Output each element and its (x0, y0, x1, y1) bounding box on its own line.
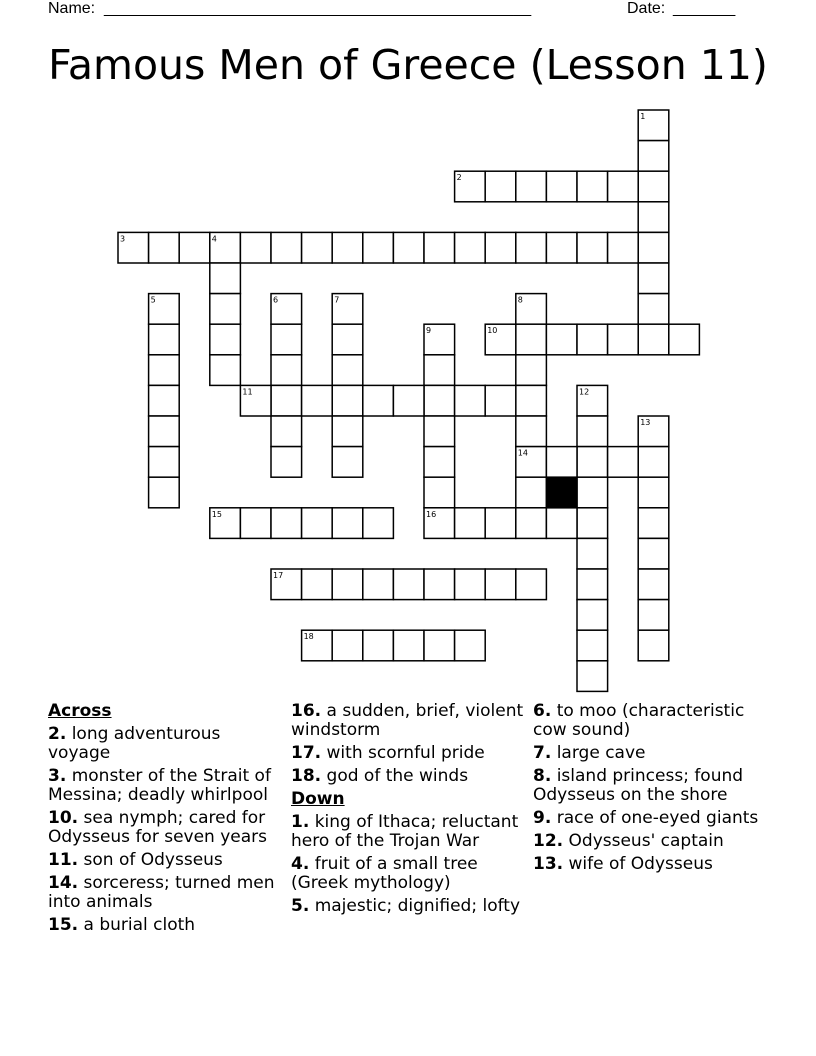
clue-number: 14. (48, 873, 79, 893)
clue-down-4 (291, 855, 527, 893)
grid-cell[interactable] (638, 477, 669, 508)
clue-down-13 (533, 855, 783, 874)
clue-down-12 (533, 832, 783, 851)
grid-cell[interactable] (455, 508, 486, 539)
grid-cell[interactable] (577, 508, 608, 539)
clue-number: 12. (533, 831, 564, 851)
grid-cell[interactable] (149, 324, 180, 355)
clue-number: 7. (533, 743, 552, 763)
clue-text: with scornful pride (326, 743, 485, 763)
grid-cell[interactable] (302, 508, 333, 539)
grid-cell[interactable] (424, 569, 455, 600)
grid-cell[interactable] (516, 324, 547, 355)
grid-cell[interactable] (302, 232, 333, 263)
grid-cell[interactable] (577, 538, 608, 569)
grid-cell[interactable] (332, 630, 363, 661)
clue-across-17 (291, 744, 527, 763)
clue-down-6 (533, 702, 783, 740)
grid-cell[interactable] (638, 600, 669, 631)
grid-cell[interactable] (485, 569, 516, 600)
grid-number-10: 10 (487, 326, 498, 336)
clue-text: Odysseus' captain (568, 831, 724, 851)
grid-cell[interactable] (424, 355, 455, 386)
grid-cell[interactable] (546, 447, 577, 478)
clue-down-9 (533, 809, 783, 828)
grid-cell[interactable] (424, 447, 455, 478)
clue-text: large cave (556, 743, 646, 763)
clue-text: fruit of a small tree (Greek mythology) (291, 854, 478, 893)
clue-text: king of Ithaca; reluctant hero of the Trojan War (291, 812, 519, 851)
clue-number: 8. (533, 766, 552, 786)
grid-cell[interactable] (149, 416, 180, 447)
grid-cell[interactable] (608, 324, 639, 355)
grid-cell[interactable] (240, 232, 271, 263)
grid-cell[interactable] (424, 232, 455, 263)
grid-cell[interactable] (271, 508, 302, 539)
grid-cell[interactable] (393, 385, 424, 416)
clue-text: to moo (characteristic cow sound) (533, 701, 745, 740)
clue-across-10 (48, 809, 284, 847)
grid-cell[interactable] (577, 232, 608, 263)
clue-down-8 (533, 767, 783, 805)
down-heading: Down (291, 789, 345, 809)
grid-cell[interactable] (424, 385, 455, 416)
grid-cell[interactable] (546, 171, 577, 202)
grid-cell[interactable] (516, 416, 547, 447)
grid-cell[interactable] (638, 263, 669, 294)
grid-number-17: 17 (273, 571, 284, 580)
grid-cell[interactable] (271, 447, 302, 478)
clue-text: wife of Odysseus (568, 854, 713, 874)
grid-number-1: 1 (640, 112, 646, 121)
clue-number: 6. (533, 701, 552, 721)
grid-cell[interactable] (271, 355, 302, 386)
grid-cell[interactable] (669, 324, 700, 355)
clue-text: god of the winds (326, 766, 469, 786)
grid-cell[interactable] (485, 232, 516, 263)
grid-cell[interactable] (149, 355, 180, 386)
grid-number-2: 2 (456, 173, 462, 183)
grid-cell[interactable] (638, 294, 669, 325)
grid-cell[interactable] (577, 630, 608, 661)
clue-text: long adventurous voyage (48, 724, 221, 763)
grid-cell[interactable] (577, 447, 608, 478)
grid-cell[interactable] (271, 324, 302, 355)
grid-number-8: 8 (517, 295, 523, 305)
grid-cell[interactable] (638, 569, 669, 600)
clue-number: 1. (291, 812, 310, 832)
grid-number-7: 7 (334, 295, 340, 305)
grid-cell[interactable] (332, 355, 363, 386)
grid-cell[interactable] (455, 232, 486, 263)
grid-cell[interactable] (577, 661, 608, 692)
clue-number: 5. (291, 896, 310, 916)
grid-cell[interactable] (516, 477, 547, 508)
grid-cell[interactable] (271, 232, 302, 263)
grid-cell[interactable] (516, 355, 547, 386)
clue-text: race of one-eyed giants (556, 808, 759, 828)
grid-cell[interactable] (455, 385, 486, 416)
clue-text: a burial cloth (83, 915, 196, 935)
grid-cell[interactable] (577, 324, 608, 355)
grid-cell[interactable] (546, 508, 577, 539)
grid-cell[interactable] (149, 232, 180, 263)
grid-cell[interactable] (363, 232, 394, 263)
grid-cell[interactable] (546, 324, 577, 355)
grid-cell[interactable] (638, 538, 669, 569)
clue-across-14 (48, 874, 284, 912)
grid-cell[interactable] (149, 385, 180, 416)
grid-cell[interactable] (210, 294, 241, 325)
grid-number-15: 15 (211, 509, 222, 519)
grid-cell[interactable] (516, 385, 547, 416)
clue-text: majestic; dignified; lofty (314, 896, 521, 916)
date-label: Date: (627, 0, 666, 17)
grid-cell[interactable] (638, 202, 669, 233)
grid-cell[interactable] (455, 630, 486, 661)
clue-number: 11. (48, 850, 79, 870)
name-label: Name: (48, 0, 96, 17)
grid-cell[interactable] (332, 385, 363, 416)
clue-number: 16. (291, 701, 322, 721)
grid-cell[interactable] (332, 324, 363, 355)
grid-cell[interactable] (332, 508, 363, 539)
clue-text: son of Odysseus (83, 850, 223, 870)
grid-cell[interactable] (638, 232, 669, 263)
grid-cell[interactable] (393, 630, 424, 661)
grid-cell[interactable] (332, 569, 363, 600)
grid-cell[interactable] (332, 447, 363, 478)
grid-cell[interactable] (210, 324, 241, 355)
grid-number-4: 4 (211, 234, 217, 244)
grid-cell[interactable] (516, 569, 547, 600)
clue-across-16 (291, 702, 527, 740)
clue-number: 9. (533, 808, 552, 828)
clue-down-5 (291, 897, 527, 916)
clue-number: 10. (48, 808, 79, 828)
blocked-cell (546, 477, 577, 508)
grid-cell[interactable] (179, 232, 210, 263)
grid-cell[interactable] (393, 569, 424, 600)
grid-cell[interactable] (149, 447, 180, 478)
grid-cell[interactable] (516, 232, 547, 263)
clue-number: 17. (291, 743, 322, 763)
clues-column-2 (291, 702, 527, 920)
grid-cell[interactable] (638, 324, 669, 355)
clue-number: 2. (48, 724, 67, 744)
grid-number-9: 9 (426, 326, 432, 336)
grid-cell[interactable] (608, 447, 639, 478)
clue-number: 18. (291, 766, 322, 786)
grid-cell[interactable] (210, 263, 241, 294)
grid-cell[interactable] (363, 630, 394, 661)
clue-across-18 (291, 767, 527, 786)
grid-number-3: 3 (120, 234, 126, 244)
grid-cell[interactable] (485, 385, 516, 416)
grid-cell[interactable] (455, 569, 486, 600)
grid-cell[interactable] (608, 232, 639, 263)
grid-cell[interactable] (577, 171, 608, 202)
clue-across-15 (48, 916, 284, 935)
grid-cell[interactable] (424, 416, 455, 447)
grid-number-14: 14 (517, 448, 528, 458)
grid-cell[interactable] (516, 171, 547, 202)
grid-cell[interactable] (302, 569, 333, 600)
grid-cell[interactable] (363, 385, 394, 416)
grid-cell[interactable] (424, 630, 455, 661)
grid-number-5: 5 (150, 295, 156, 305)
grid-number-6: 6 (273, 295, 279, 305)
grid-cell[interactable] (424, 477, 455, 508)
puzzle-title: Famous Men of Greece (Lesson 11) (48, 41, 768, 89)
grid-cell[interactable] (271, 416, 302, 447)
grid-cell[interactable] (638, 630, 669, 661)
grid-cell[interactable] (332, 232, 363, 263)
grid-cell[interactable] (271, 385, 302, 416)
grid-cell[interactable] (149, 477, 180, 508)
clue-across-3 (48, 767, 284, 805)
clue-text: monster of the Strait of Messina; deadly whirlpool (48, 766, 271, 805)
grid-number-18: 18 (303, 632, 314, 642)
clue-down-1 (291, 813, 527, 851)
clue-text: a sudden, brief, violent windstorm (291, 701, 524, 740)
clue-number: 15. (48, 915, 79, 935)
grid-cell[interactable] (577, 416, 608, 447)
clue-number: 3. (48, 766, 67, 786)
clue-text: sea nymph; cared for Odysseus for seven years (48, 808, 268, 847)
grid-cell[interactable] (332, 416, 363, 447)
grid-cell[interactable] (240, 508, 271, 539)
grid-cell[interactable] (638, 141, 669, 172)
clue-down-7 (533, 744, 783, 763)
grid-cell[interactable] (210, 355, 241, 386)
clue-text: island princess; found Odysseus on the shore (533, 766, 744, 805)
date-field[interactable]: _______ (673, 0, 736, 17)
grid-cell[interactable] (577, 569, 608, 600)
clue-text: sorceress; turned men into animals (48, 873, 275, 912)
clue-number: 13. (533, 854, 564, 874)
grid-cell[interactable] (516, 508, 547, 539)
clues-column-3 (533, 702, 783, 878)
grid-number-11: 11 (242, 387, 253, 397)
grid-number-13: 13 (640, 418, 651, 427)
grid-number-16: 16 (426, 509, 437, 519)
grid-cell[interactable] (363, 508, 394, 539)
grid-cell[interactable] (485, 171, 516, 202)
clues-column-1 (48, 702, 284, 939)
across-heading: Across (48, 701, 112, 721)
grid-cell[interactable] (577, 477, 608, 508)
grid-number-12: 12 (579, 387, 590, 397)
grid-cell[interactable] (577, 600, 608, 631)
clue-across-2 (48, 725, 284, 763)
grid-cell[interactable] (363, 569, 394, 600)
grid-cell[interactable] (485, 508, 516, 539)
grid-cell[interactable] (393, 232, 424, 263)
clue-across-11 (48, 851, 284, 870)
grid-cell[interactable] (638, 171, 669, 202)
grid-cell[interactable] (608, 171, 639, 202)
clue-number: 4. (291, 854, 310, 874)
grid-cell[interactable] (302, 385, 333, 416)
grid-cell[interactable] (638, 447, 669, 478)
grid-cell[interactable] (546, 232, 577, 263)
grid-cell[interactable] (638, 508, 669, 539)
name-field[interactable]: ________________________________________________ (104, 0, 532, 17)
